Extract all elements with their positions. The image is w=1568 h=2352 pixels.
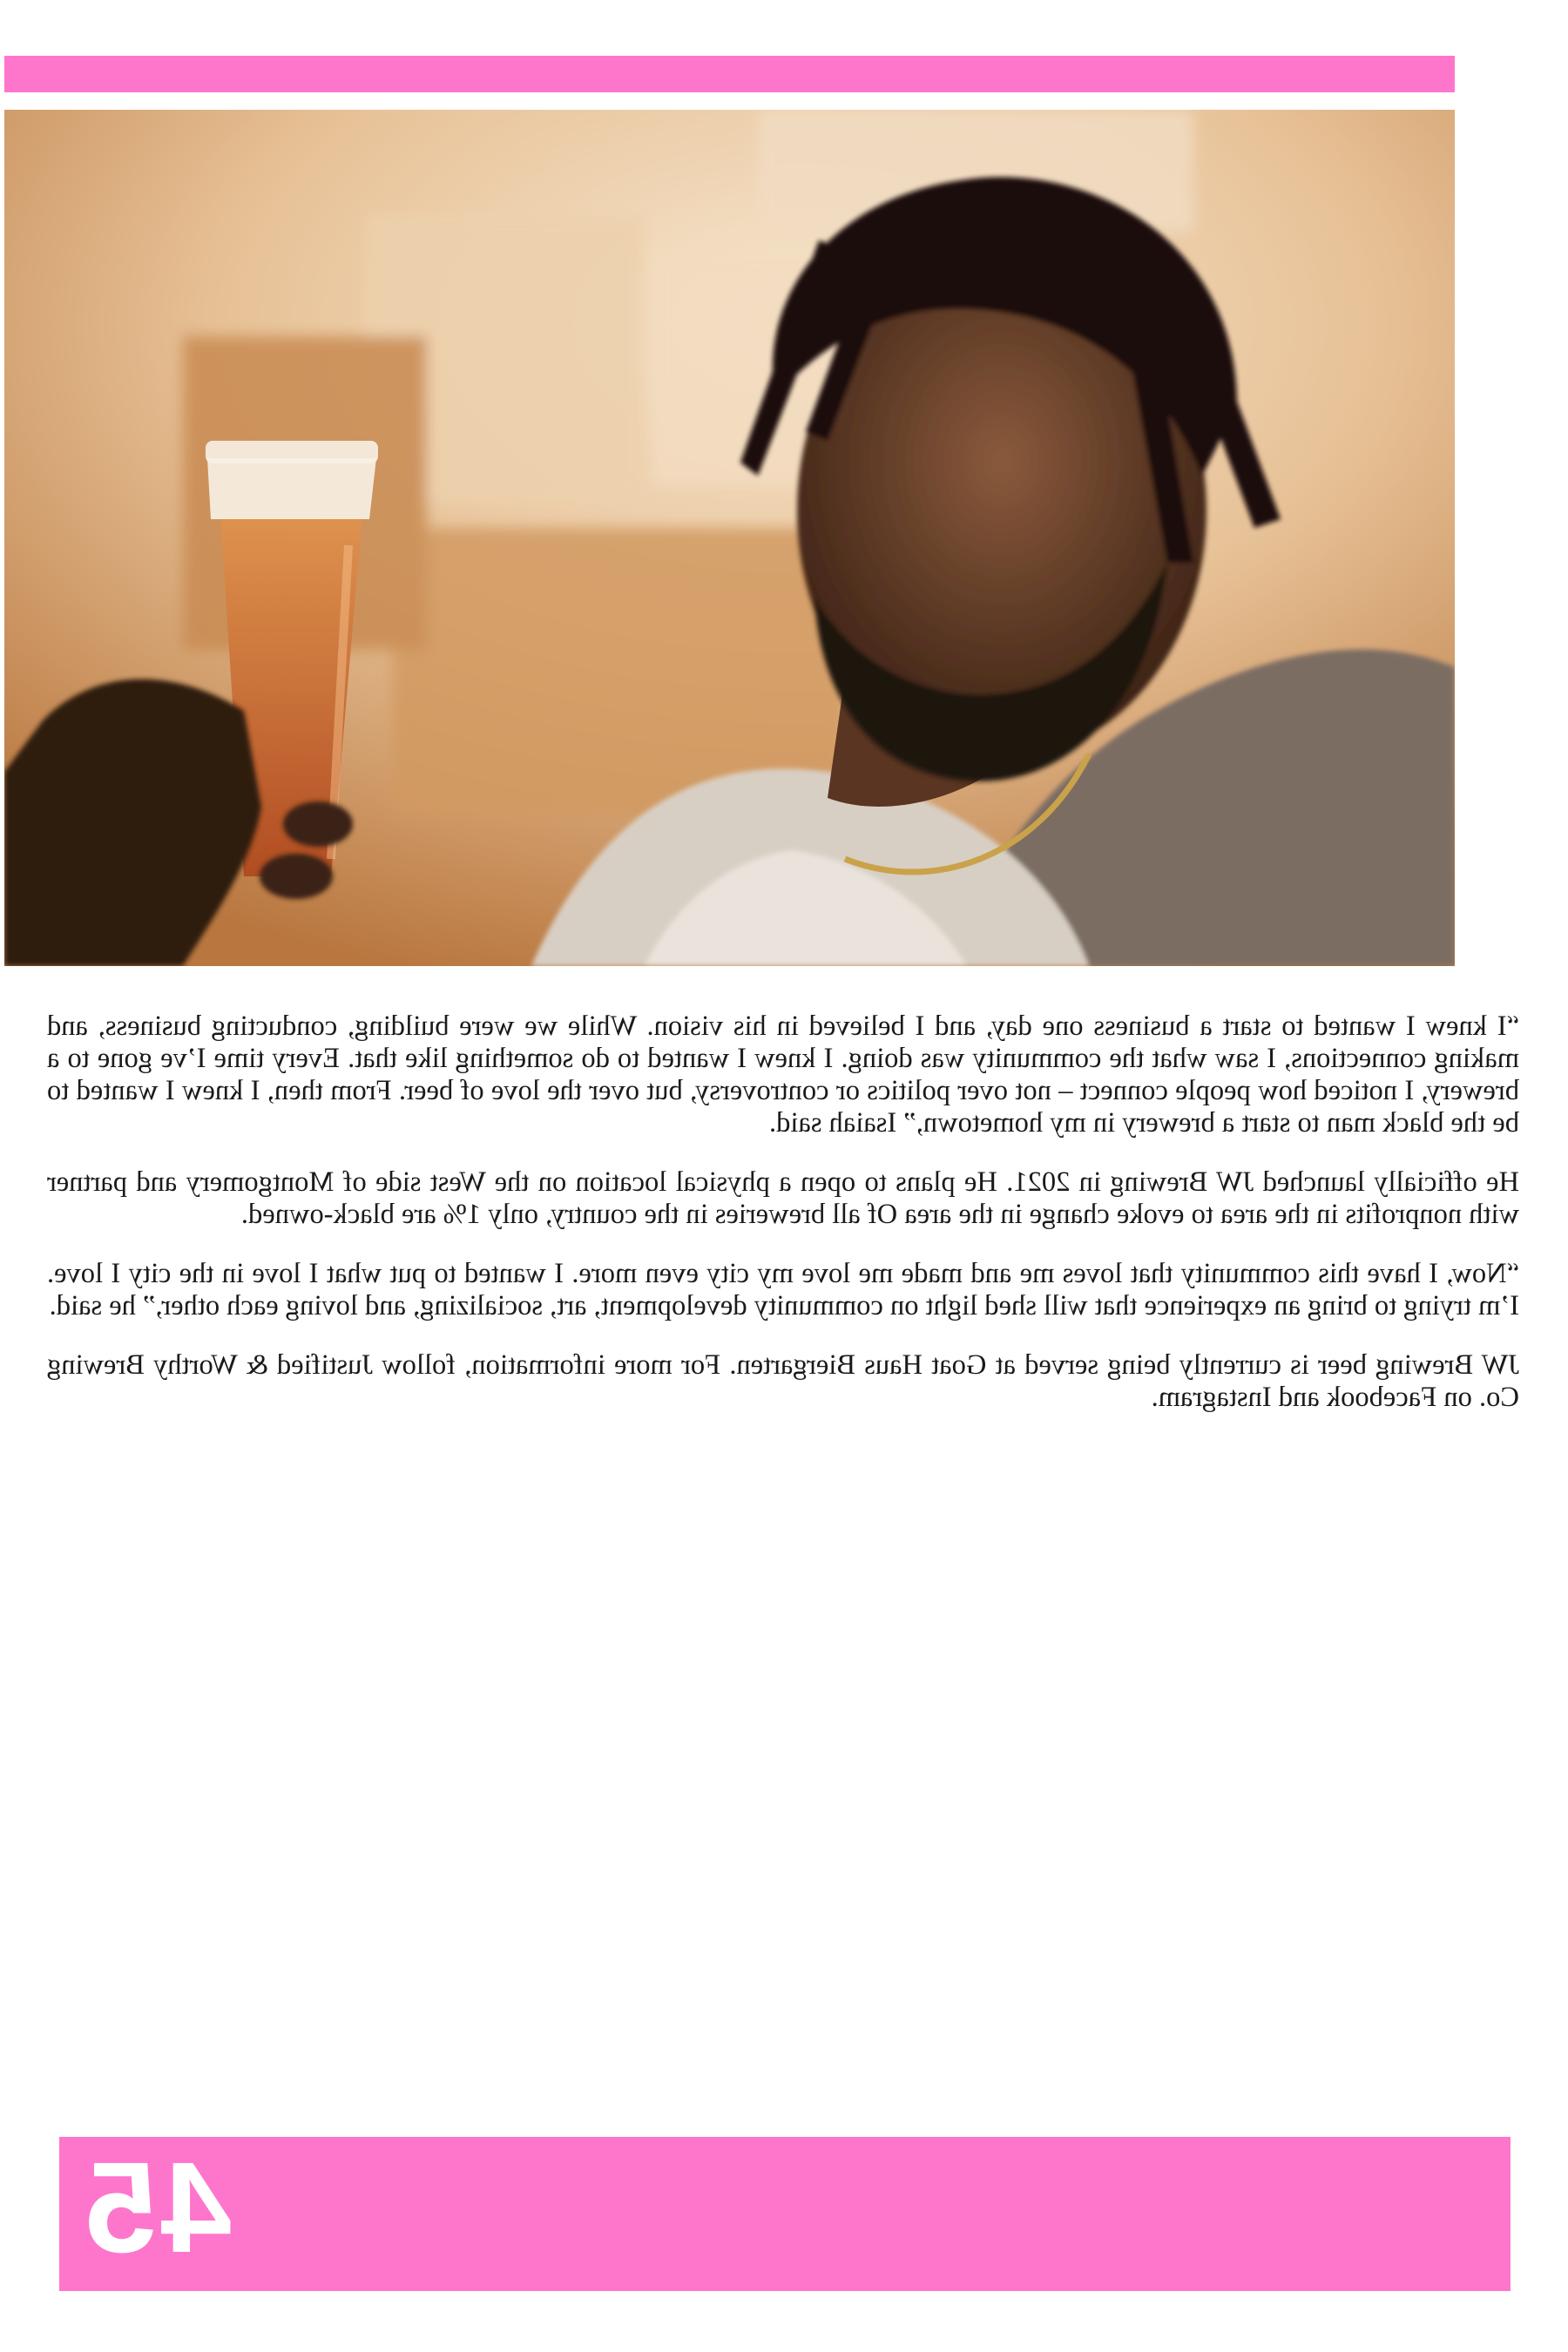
photo-illustration bbox=[4, 110, 1455, 966]
top-accent-bar bbox=[4, 56, 1455, 92]
footer-accent-bar bbox=[59, 2137, 1511, 2291]
article-paragraph: He officially launched JW Brewing in 2021. He plans to open a physical location on the West side of Montgomery and partner with nonprofits in the area to evoke change in the area Of all breweries in the country, only 1% are black-owned. bbox=[47, 1166, 1519, 1231]
article-paragraph: “I knew I wanted to start a business one day, and I believed in his vision. While we were building, conducting business, and making connections, I saw what the community was doing. I knew I wanted to do something like that. Every time I’ve gone to a brewery, I noticed how people connect – not over politics or controversy, but over the love of beer. From then, I knew I wanted to be the black man to start a brewery in my hometown,” Isaiah said. bbox=[47, 1010, 1519, 1139]
page-number: 45 bbox=[82, 2136, 233, 2280]
feature-photo bbox=[4, 110, 1455, 966]
article-body bbox=[47, 1010, 1519, 1441]
article-paragraph: JW Brewing beer is currently being served at Goat Haus Biergarten. For more information, follow Justified & Worthy Brewing Co. on Facebook and Instagram. bbox=[47, 1349, 1519, 1414]
article-paragraph: “Now, I have this community that loves me and made me love my city even more. I wanted to put what I love in the city I love. I’m trying to bring an experience that will shed light on community development, art, socializing, and loving each other,” he said. bbox=[47, 1258, 1519, 1322]
